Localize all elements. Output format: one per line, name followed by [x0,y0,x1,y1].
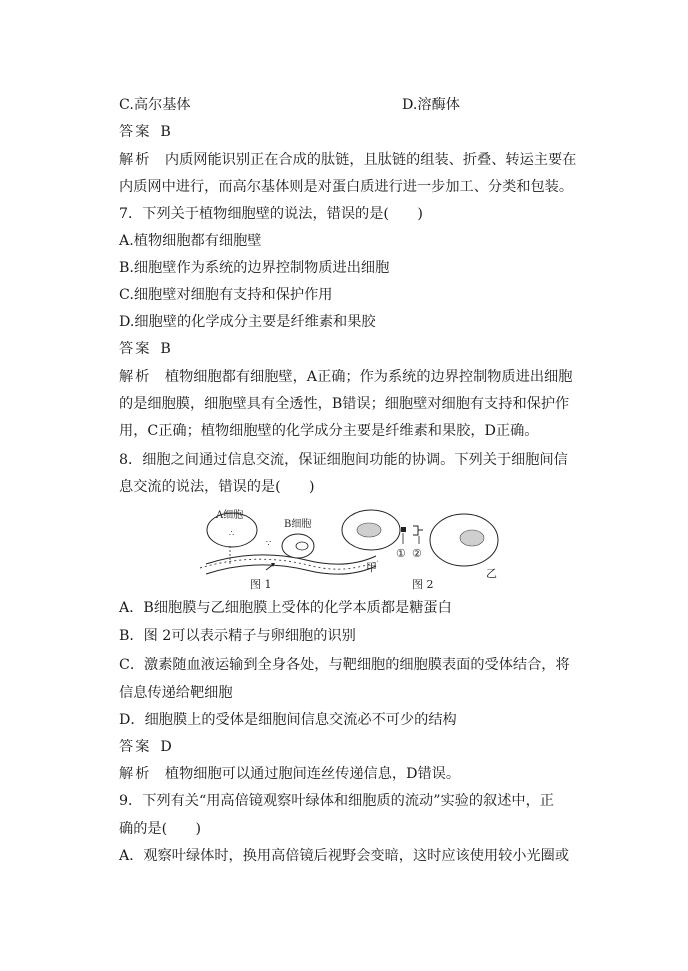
q8-option-a: A．B细胞膜与乙细胞膜上受体的化学本质都是糖蛋白 [119,600,452,616]
cell-a-label: A细胞 [216,510,244,521]
q7-analysis-row [119,368,574,386]
secretion-dots: ∴ [229,529,235,538]
q9-stem-line-1: 9．下列有关“用高倍镜观察叶绿体和细胞质的流动”实验的叙述中，正 [119,793,554,809]
q7-stem: 7．下列关于植物细胞壁的说法，错误的是( ) [119,206,423,222]
cell-b-nucleus [296,542,308,550]
analysis-label: 解析 [119,152,152,168]
mark-2: ② [412,547,422,560]
analysis-label: 解析 [119,766,152,782]
cell-jia-nucleus [357,523,381,537]
blood-flow-dots [200,559,378,569]
vessel-lower-wall [206,565,376,574]
analysis-label: 解析 [119,369,152,385]
receptor-dots: ∵ [266,539,272,548]
q6-analysis-row [119,151,577,169]
answer-label: 答案 [119,739,152,755]
q9-stem-line-2: 确的是( ) [119,821,202,837]
q6-analysis-line-2: 内质网中进行，而高尔基体则是对蛋白质进行进一步加工、分类和包装。 [119,179,574,195]
q6-option-c: C.高尔基体 [119,97,191,113]
q8-option-d: D．细胞膜上的受体是细胞间信息交流必不可少的结构 [119,712,457,728]
q8-stem-line-1: 8．细胞之间通过信息交流，保证细胞间功能的协调。下列关于细胞间信 [119,452,568,468]
label-jia: 甲 [366,561,377,574]
cell-b-label: B细胞 [284,519,312,530]
q7-option-b: B.细胞壁作为系统的边界控制物质进出细胞 [119,260,390,276]
analysis-text: 植物细胞都有细胞壁，A正确；作为系统的边界控制物质进出细胞 [164,369,573,385]
q7-analysis-line-3: 用，C正确；植物细胞壁的化学成分主要是纤维素和果胶，D正确。 [119,423,539,439]
q8-analysis-row [119,765,574,783]
label-yi: 乙 [486,567,497,580]
signal-molecule [401,527,406,532]
answer-label: 答案 [119,341,152,357]
q9-option-a: A．观察叶绿体时，换用高倍镜后视野会变暗，这时应该使用较小光圈或 [119,848,570,864]
q8-answer-row [119,738,574,756]
cell-communication-figure [196,508,516,596]
answer-value: B [160,124,171,140]
q8-option-b: B．图 2可以表示精子与卵细胞的识别 [119,628,356,644]
q6-answer-row [119,123,574,141]
q7-option-a: A.植物细胞都有细胞壁 [119,233,262,249]
analysis-text: 内质网能识别正在合成的肽链，且肽链的组装、折叠、转运主要在 [164,152,577,168]
cell-yi-nucleus [460,530,484,546]
q7-option-d: D.细胞壁的化学成分主要是纤维素和果胶 [119,314,376,330]
fig1-caption: 图 1 [250,578,272,591]
q6-option-d: D.溶酶体 [402,97,460,113]
answer-label: 答案 [119,124,152,140]
answer-value: B [160,341,171,357]
receptor-shape [413,526,423,535]
q7-analysis-line-2: 的是细胞膜，细胞壁具有全透性，B错误；细胞壁对细胞有支持和保护作 [119,396,570,412]
figure-2 [342,510,498,591]
q8-stem-line-2: 息交流的说法，错误的是( ) [119,479,315,495]
q7-option-c: C.细胞壁对细胞有支持和保护作用 [119,287,333,303]
q8-option-c-line-2: 信息传递给靶细胞 [119,685,233,701]
q8-option-c-line-1: C．激素随血液运输到全身各处，与靶细胞的细胞膜表面的受体结合，将 [119,657,570,673]
analysis-text: 植物细胞可以通过胞间连丝传递信息，D错误。 [164,766,461,782]
answer-value: D [160,739,172,755]
q7-answer-row [119,340,574,358]
fig2-caption: 图 2 [412,578,434,591]
mark-1: ① [396,547,406,560]
